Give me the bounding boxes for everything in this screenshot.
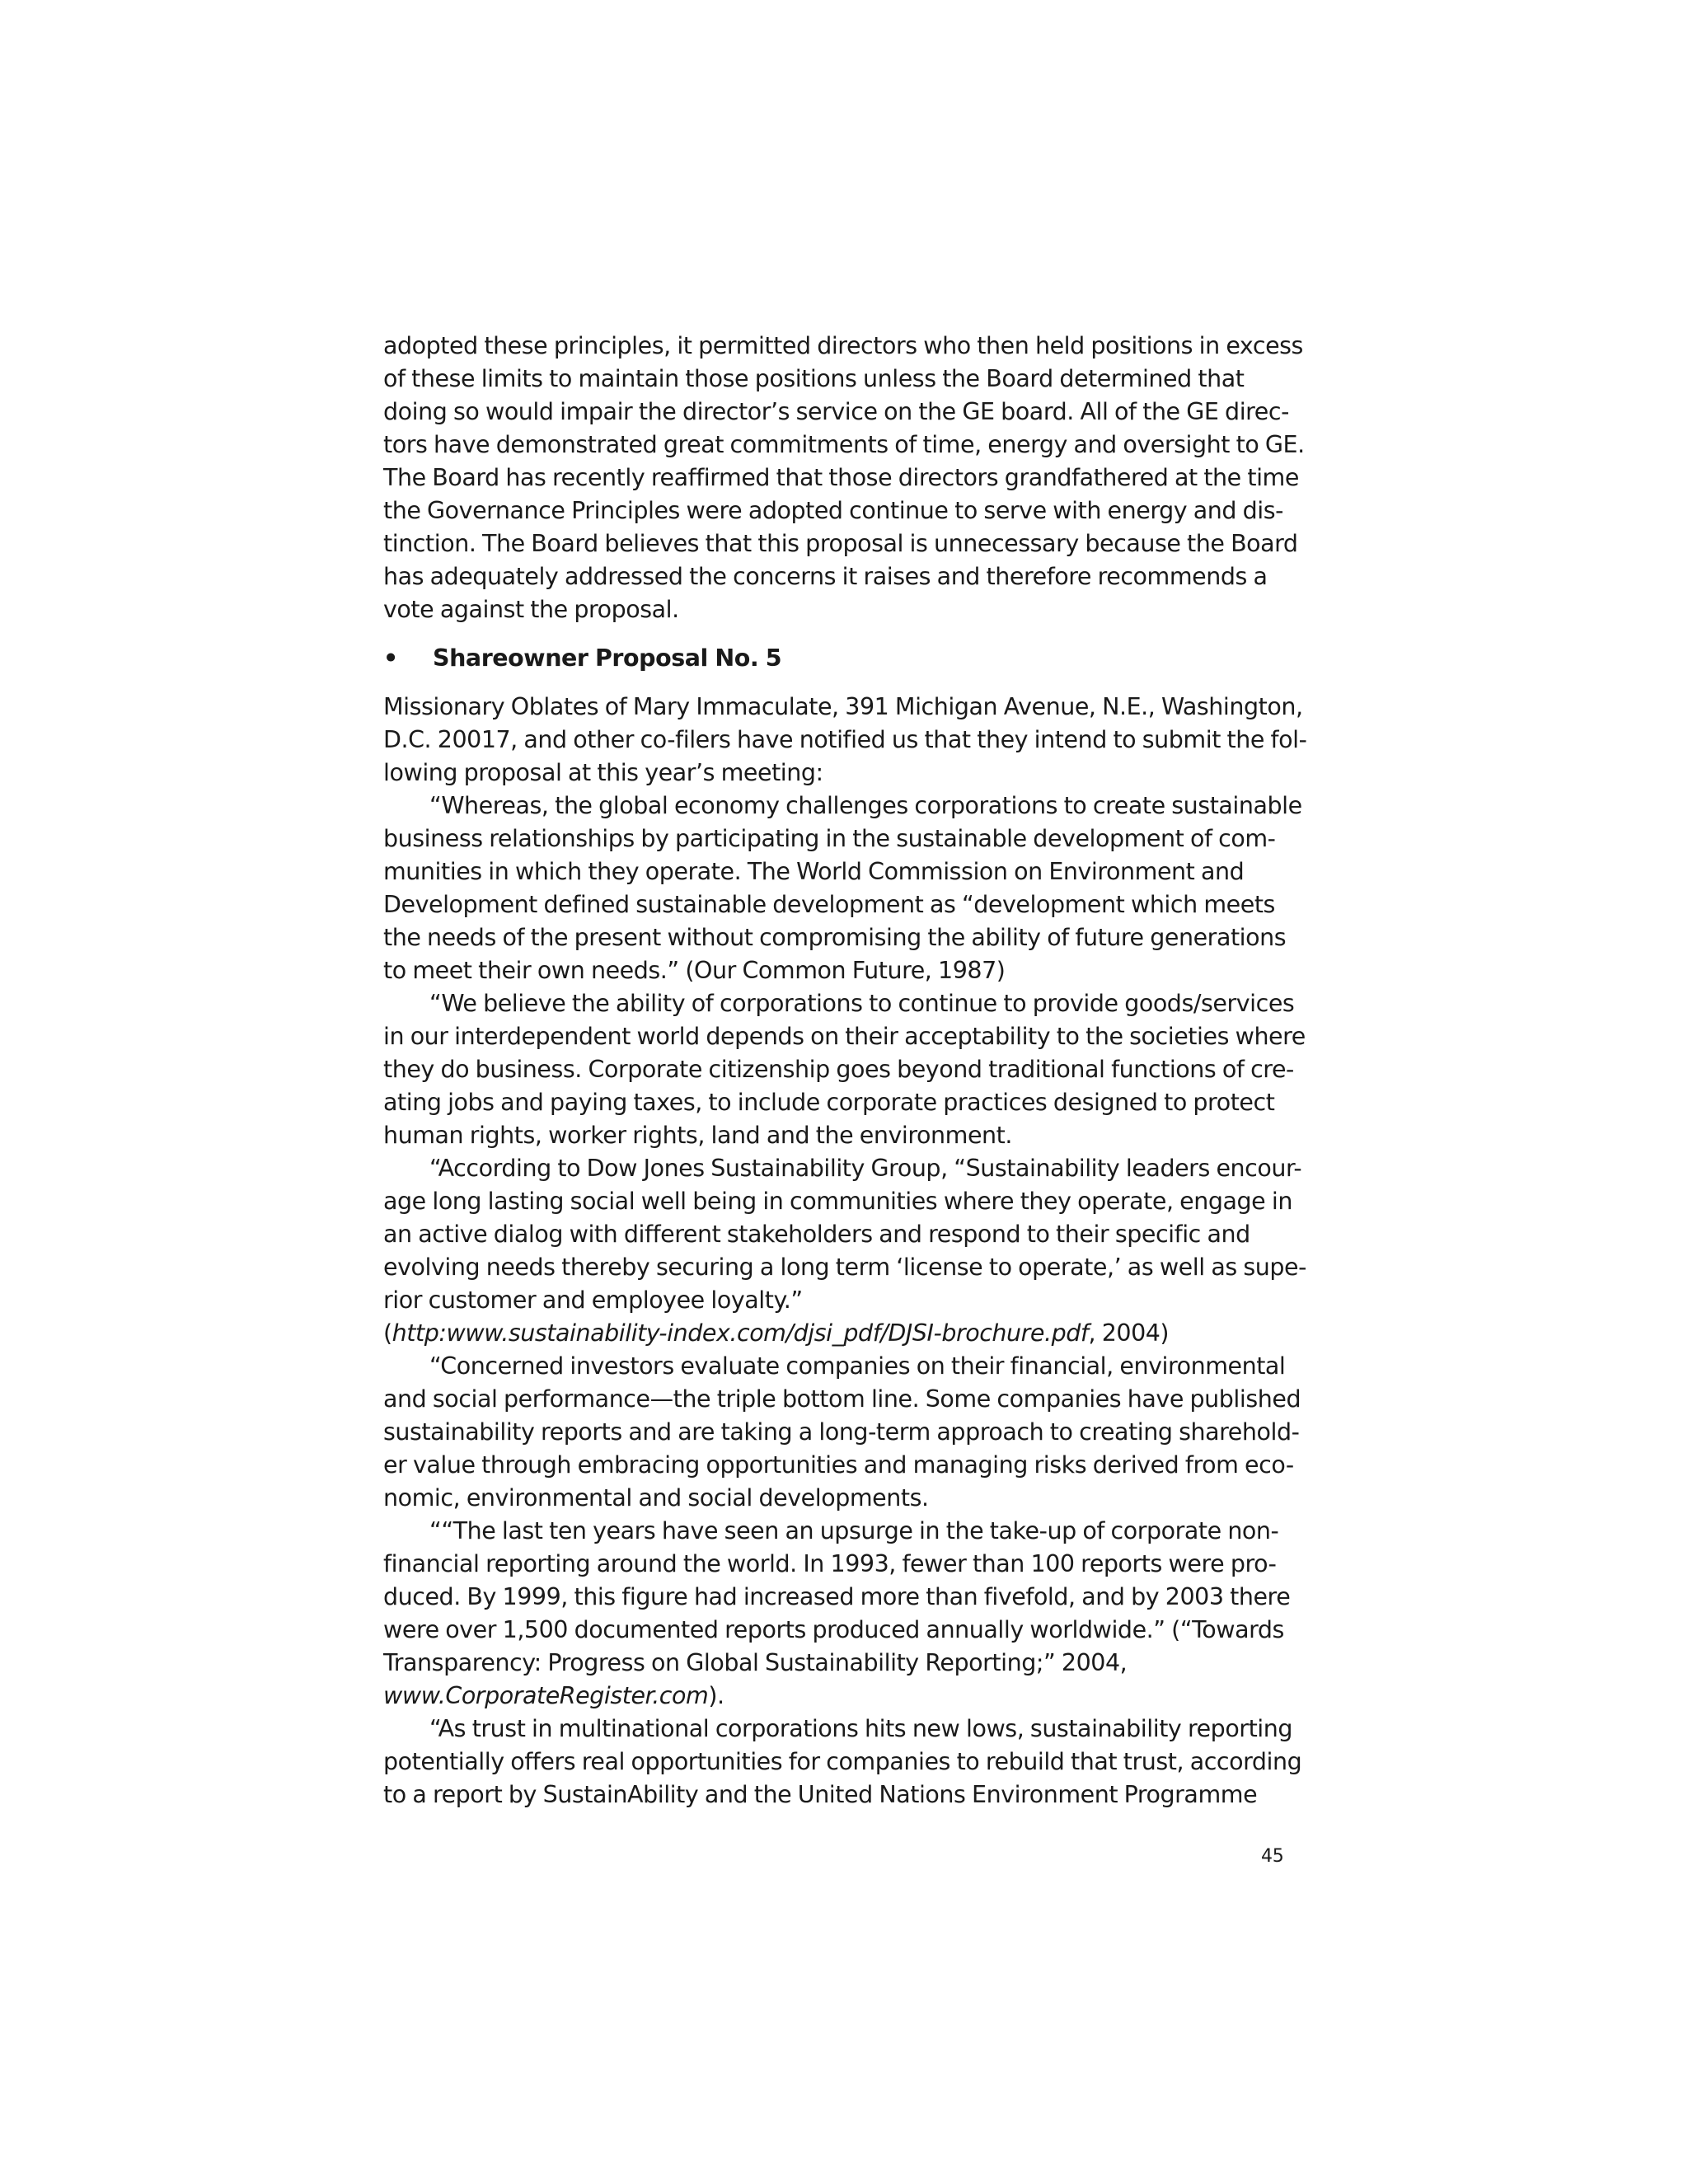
text-line: “As trust in multinational corporations hits new lows, sustainability reporting — [429, 1715, 1293, 1742]
citation-url: http:www.sustainability-index.com/djsi_pdf/DJSI-brochure.pdf — [392, 1319, 1089, 1347]
text-line: tinction. The Board believes that this proposal is unnecessary because the Board — [383, 530, 1298, 557]
text-line: ““The last ten years have seen an upsurge in the take-up of corporate non- — [429, 1517, 1279, 1544]
text-line: they do business. Corporate citizenship goes beyond traditional functions of cre- — [383, 1056, 1294, 1083]
text-line: has adequately addressed the concerns it raises and therefore recommends a — [383, 563, 1268, 590]
citation-open: ( — [383, 1319, 392, 1347]
citation-close: , 2004) — [1088, 1319, 1170, 1347]
citation-line — [383, 1317, 1286, 1350]
text-line: tors have demonstrated great commitments of time, energy and oversight to GE. — [383, 431, 1305, 458]
text-line: duced. By 1999, this figure had increased more than fivefold, and by 2003 there — [383, 1583, 1291, 1610]
text-line: adopted these principles, it permitted directors who then held positions in excess — [383, 332, 1303, 359]
paragraph-investors — [383, 1350, 1301, 1515]
paragraph-proponent — [383, 691, 1307, 790]
text-line: to a report by SustainAbility and the United Nations Environment Programme — [383, 1781, 1258, 1808]
text-line: lowing proposal at this year’s meeting: — [383, 759, 823, 786]
text-line: evolving needs thereby securing a long term ‘license to operate,’ as well as supe- — [383, 1254, 1306, 1281]
text-line: were over 1,500 documented reports produced annually worldwide.” (“Towards — [383, 1616, 1284, 1643]
text-line: an active dialog with different stakeholders and respond to their specific and — [383, 1221, 1250, 1248]
section-heading — [383, 642, 1286, 675]
text-line: business relationships by participating in the sustainable development of com- — [383, 825, 1276, 852]
text-line: the needs of the present without compromising the ability of future generations — [383, 924, 1287, 951]
text-line: and social performance—the triple bottom line. Some companies have published — [383, 1385, 1301, 1413]
text-line: “We believe the ability of corporations to continue to provide goods/services — [429, 990, 1295, 1017]
text-line: D.C. 20017, and other co-filers have notified us that they intend to submit the fol- — [383, 726, 1307, 753]
text-line: in our interdependent world depends on their acceptability to the societies where — [383, 1023, 1306, 1050]
citation-line — [383, 1680, 1286, 1713]
paragraph-reporting-upsurge — [383, 1515, 1291, 1713]
paragraph-dow-jones — [383, 1152, 1306, 1350]
text-line: doing so would impair the director’s service on the GE board. All of the GE direc- — [383, 398, 1289, 425]
text-line: nomic, environmental and social developments. — [383, 1484, 929, 1511]
text-line: potentially offers real opportunities for companies to rebuild that trust, according — [383, 1748, 1302, 1775]
text-line: Development defined sustainable development as “development which meets — [383, 891, 1275, 918]
text-line: rior customer and employee loyalty.” — [383, 1286, 803, 1314]
text-line: sustainability reports and are taking a long-term approach to creating sharehold- — [383, 1418, 1300, 1446]
text-line: the Governance Principles were adopted continue to serve with energy and dis- — [383, 497, 1283, 524]
text-line: The Board has recently reaffirmed that those directors grandfathered at the time — [383, 464, 1299, 491]
text-line: Missionary Oblates of Mary Immaculate, 391 Michigan Avenue, N.E., Washington, — [383, 693, 1303, 720]
text-line: er value through embracing opportunities and managing risks derived from eco- — [383, 1451, 1294, 1479]
body-text-column — [383, 330, 1307, 1811]
text-line: Transparency: Progress on Global Sustainability Reporting;” 2004, — [383, 1649, 1128, 1676]
text-line: “Whereas, the global economy challenges corporations to create sustainable — [429, 792, 1302, 819]
text-line: ating jobs and paying taxes, to include corporate practices designed to protect — [383, 1089, 1275, 1116]
text-line: “According to Dow Jones Sustainability Group, “Sustainability leaders encour- — [429, 1155, 1302, 1182]
text-line: “Concerned investors evaluate companies on their financial, environmental — [429, 1352, 1286, 1380]
text-line: financial reporting around the world. In 1993, fewer than 100 reports were pro- — [383, 1550, 1277, 1577]
bullet-icon: • — [383, 644, 398, 672]
text-line: to meet their own needs.” (Our Common Future, 1987) — [383, 957, 1006, 984]
paragraph-we-believe — [383, 987, 1306, 1152]
text-line: human rights, worker rights, land and the environment. — [383, 1122, 1012, 1149]
text-line: vote against the proposal. — [383, 596, 679, 623]
citation-url: www.CorporateRegister.com — [383, 1682, 709, 1709]
paragraph-whereas — [383, 790, 1302, 987]
section-heading-title: Shareowner Proposal No. 5 — [433, 644, 782, 672]
paragraph-trust — [383, 1713, 1302, 1811]
page-number: 45 — [1261, 1846, 1284, 1867]
text-line: of these limits to maintain those positions unless the Board determined that — [383, 365, 1245, 392]
paragraph-board-response — [383, 330, 1305, 626]
text-line: munities in which they operate. The World Commission on Environment and — [383, 858, 1245, 885]
text-line: age long lasting social well being in communities where they operate, engage in — [383, 1188, 1292, 1215]
citation-close: ). — [708, 1682, 724, 1709]
